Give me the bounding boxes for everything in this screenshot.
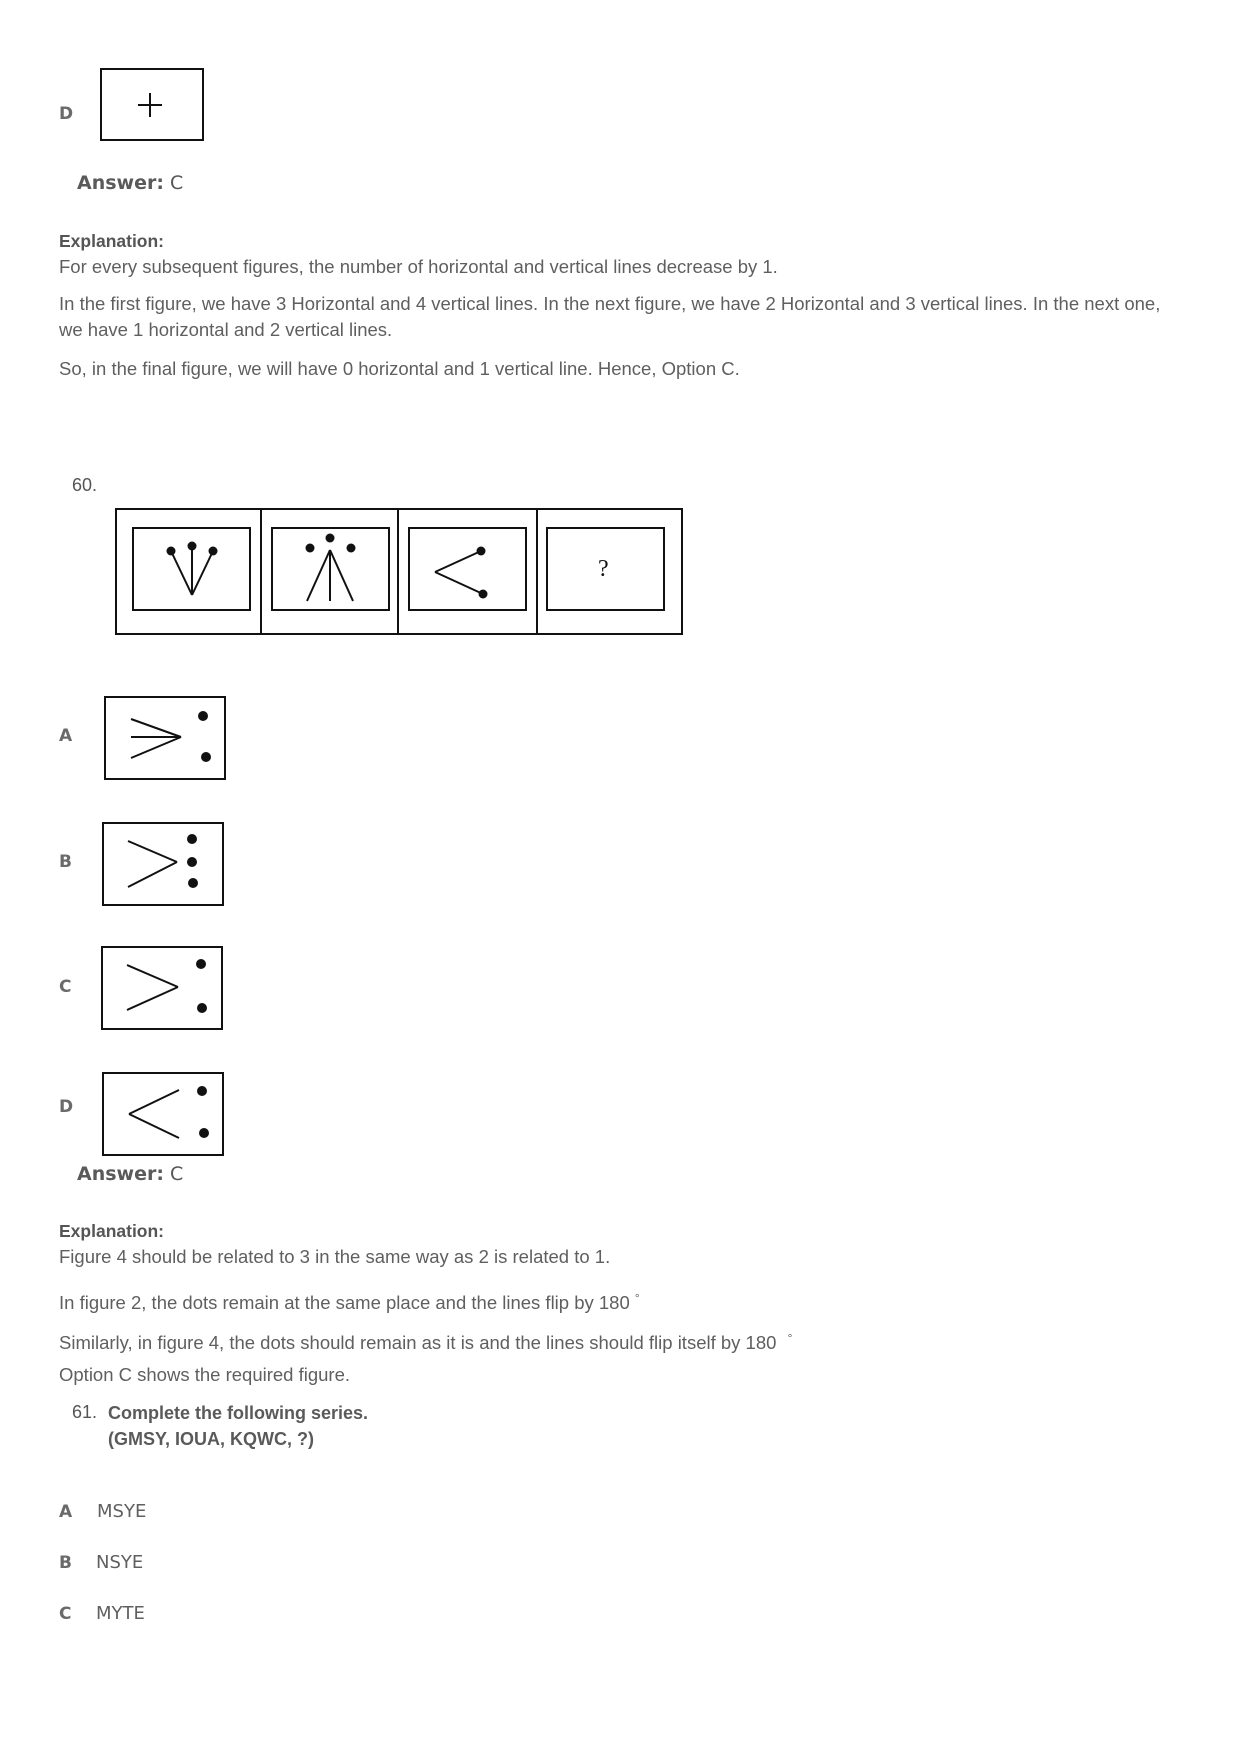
option-b-letter: B	[59, 852, 72, 872]
option-d-letter: D	[59, 1097, 74, 1117]
answer-line	[77, 172, 183, 194]
answer-value: C	[170, 172, 184, 194]
explanation-line	[59, 1325, 792, 1356]
answer-line	[77, 1163, 183, 1185]
option-c-letter: C	[59, 977, 72, 997]
figure-2	[272, 528, 389, 610]
option-c-text: MYTE	[96, 1603, 145, 1624]
explanation-line: For every subsequent figures, the number of horizontal and vertical lines decrease by 1.	[59, 256, 778, 277]
question-mark: ?	[598, 556, 609, 582]
answer-label: Answer:	[77, 172, 164, 194]
option-a-figure	[104, 696, 228, 782]
explanation-text: In figure 2, the dots remain at the same place and the lines flip by 180	[59, 1292, 630, 1314]
explanation-line: In the first figure, we have 3 Horizontal and 4 vertical lines. In the next figure, we have 2 Horizontal and 3 vertical lines. In the next one, we have 1 horizontal and 2 vertical lines.	[59, 293, 1161, 340]
option-b-letter: B	[59, 1553, 72, 1573]
option-a-text: MSYE	[97, 1501, 147, 1522]
degree-symbol: °	[787, 1331, 793, 1345]
explanation-title: Explanation:	[59, 231, 165, 251]
option-d-figure	[102, 1072, 226, 1158]
option-d-letter: D	[59, 104, 74, 124]
explanation-title: Explanation:	[59, 1221, 165, 1241]
option-d-figure-plus	[100, 68, 205, 142]
option-c-letter: C	[59, 1604, 72, 1624]
answer-label: Answer:	[77, 1163, 164, 1185]
explanation-line: Figure 4 should be related to 3 in the same way as 2 is related to 1.	[59, 1246, 611, 1267]
degree-symbol: °	[634, 1291, 640, 1305]
option-b-text: NSYE	[96, 1552, 144, 1573]
figure-1	[133, 528, 250, 610]
answer-value: C	[170, 1163, 184, 1185]
option-c-figure	[101, 946, 225, 1032]
question-title: Complete the following series.	[108, 1403, 369, 1423]
explanation-line: So, in the final figure, we will have 0 horizontal and 1 vertical line. Hence, Option C.	[59, 358, 740, 379]
explanation-text: Similarly, in figure 4, the dots should remain as it is and the lines should flip itself by 180	[59, 1332, 777, 1354]
question-number: 61.	[72, 1402, 98, 1422]
explanation-line: Option C shows the required figure.	[59, 1364, 351, 1385]
option-a-letter: A	[59, 726, 73, 746]
question-number: 60.	[72, 475, 98, 495]
option-a-letter: A	[59, 1502, 73, 1522]
question-series: (GMSY, IOUA, KQWC, ?)	[108, 1429, 314, 1449]
figure-3	[409, 528, 526, 610]
option-b-figure	[102, 822, 226, 908]
explanation-line	[59, 1285, 640, 1316]
